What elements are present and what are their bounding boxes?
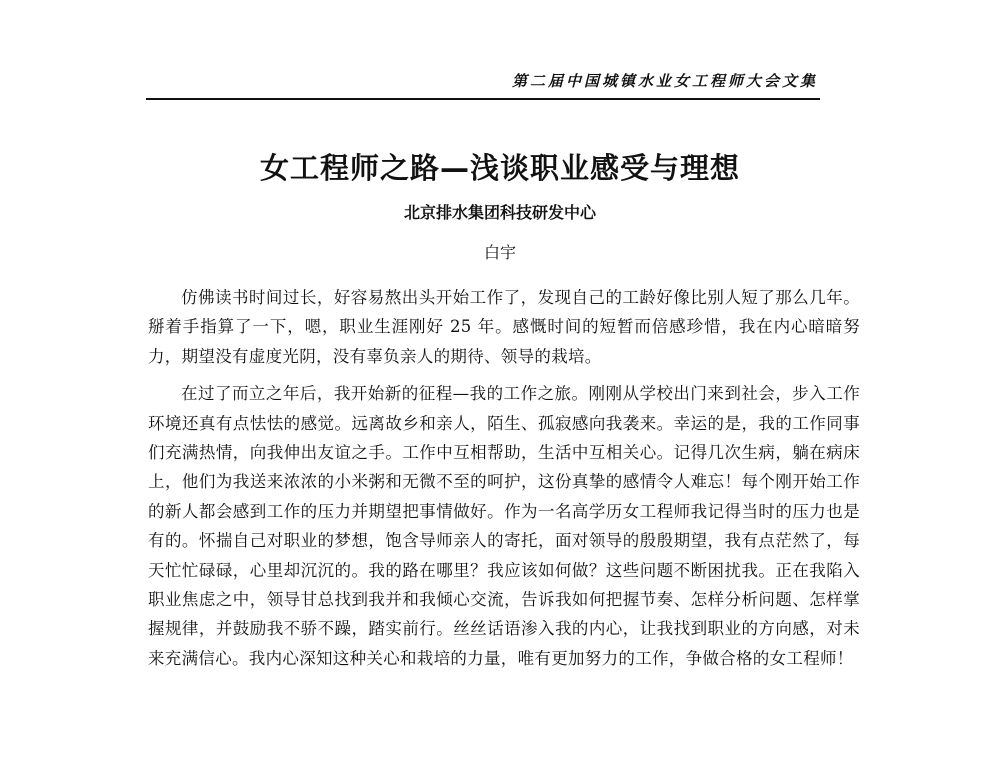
article-body	[148, 283, 860, 681]
body-paragraph: 在过了而立之年后，我开始新的征程—我的工作之旅。刚刚从学校出门来到社会，步入工作环境还真有点怯怯的感觉。远离故乡和亲人，陌生、孤寂感向我袭来。幸运的是，我的工作同事们充满热情，向我伸出友谊之手。工作中互相帮助，生活中互相关心。记得几次生病，躺在病床上，他们为我送来浓浓的小米粥和无微不至的呵护，这份真挚的感情令人难忘！每个刚开始工作的新人都会感到工作的压力并期望把事情做好。作为一名高学历女工程师我记得当时的压力也是有的。怀揣自己对职业的梦想，饱含导师亲人的寄托，面对领导的殷殷期望，我有点茫然了，每天忙忙碌碌，心里却沉沉的。我的路在哪里？我应该如何做？这些问题不断困扰我。正在我陷入职业焦虑之中，领导甘总找到我并和我倾心交流，告诉我如何把握节奏、怎样分析问题、怎样掌握规律，并鼓励我不骄不躁，踏实前行。丝丝话语渗入我的内心，让我找到职业的方向感，对未来充满信心。我内心深知这种关心和栽培的力量，唯有更加努力的工作，争做合格的女工程师！	[148, 384, 860, 668]
article-title: 女工程师之路—浅谈职业感受与理想	[259, 151, 740, 185]
author-name: 白宇	[483, 243, 516, 262]
header-rule	[146, 98, 820, 100]
body-paragraph: 仿佛读书时间过长，好容易熬出头开始工作了，发现自己的工龄好像比别人短了那么几年。掰着手指算了一下，嗯，职业生涯刚好 25 年。感慨时间的短暂而倍感珍惜，我在内心暗暗努力，期望没有虚度光阴，没有辜负亲人的期待、领导的栽培。	[148, 288, 860, 366]
author-affiliation: 北京排水集团科技研发中心	[403, 203, 596, 222]
running-header: 第二届中国城镇水业女工程师大会文集	[511, 72, 818, 90]
